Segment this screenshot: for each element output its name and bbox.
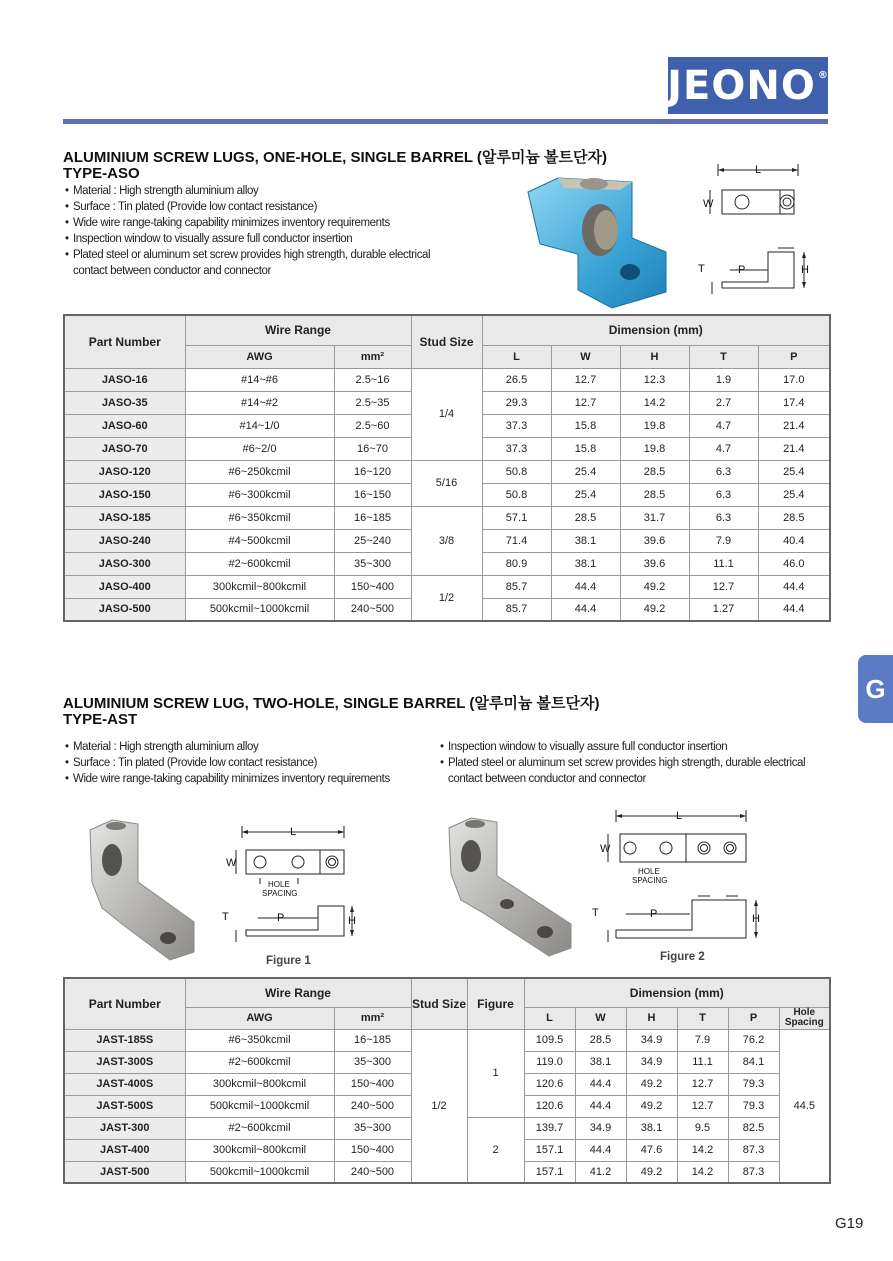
dim-H: 49.2 [626,1095,677,1117]
ast-fig2-W: W [600,843,611,855]
dim-W: 12.7 [551,368,620,391]
brand-logo [668,57,828,114]
ast-fig1-T: T [222,911,229,923]
aso-diagram-L: L [755,164,762,176]
ast-fig1-W: W [226,857,237,869]
aso-header-L: L [482,345,551,368]
aso-feature: • Surface : Tin plated (Provide low contact resistance) [63,199,453,215]
ast-spec-table [63,977,831,1184]
mm2: 16~185 [334,506,411,529]
stud-size: 5/16 [411,460,482,506]
aso-type: TYPE-ASO [63,165,140,182]
dim-P: 76.2 [728,1029,779,1051]
dim-P: 44.4 [758,575,830,598]
ast-figure1-photo [82,812,202,962]
dim-H: 49.2 [620,575,689,598]
dim-W: 38.1 [551,529,620,552]
aso-header-part-number: Part Number [64,315,185,368]
part-number: JASO-35 [64,391,185,414]
stud-size: 1/2 [411,575,482,621]
dim-H: 49.2 [626,1073,677,1095]
awg: #6~250kcmil [185,460,334,483]
ast-header-dimension: Dimension (mm) [524,978,830,1007]
part-number: JAST-400 [64,1139,185,1161]
dim-T: 14.2 [677,1161,728,1183]
dim-W: 44.4 [551,575,620,598]
part-number: JAST-500S [64,1095,185,1117]
dim-T: 1.9 [689,368,758,391]
awg: #2~600kcmil [185,1117,334,1139]
ast-header-T: T [677,1007,728,1029]
figure2-caption: Figure 2 [660,951,705,963]
dim-L: 29.3 [482,391,551,414]
dim-W: 15.8 [551,437,620,460]
part-number: JASO-70 [64,437,185,460]
dim-P: 25.4 [758,460,830,483]
awg: #4~500kcmil [185,529,334,552]
aso-header-P: P [758,345,830,368]
dim-W: 28.5 [551,506,620,529]
dim-H: 34.9 [626,1051,677,1073]
dim-L: 50.8 [482,483,551,506]
dim-P: 17.0 [758,368,830,391]
page-number: G19 [835,1215,864,1232]
table-row [64,506,830,529]
mm2: 35~300 [334,1051,411,1073]
ast-feature: • Wide wire range-taking capability minimizes inventory requirements [63,771,433,787]
awg: #6~350kcmil [185,506,334,529]
dim-W: 34.9 [575,1117,626,1139]
ast-feature: • Plated steel or aluminum set screw provides high strength, durable electrical contact between conductor and connector [438,755,818,787]
ast-fig1-P: P [277,912,285,924]
awg: 300kcmil~800kcmil [185,1073,334,1095]
mm2: 25~240 [334,529,411,552]
dim-T: 12.7 [689,575,758,598]
mm2: 16~70 [334,437,411,460]
dim-P: 21.4 [758,414,830,437]
awg: #2~600kcmil [185,1051,334,1073]
ast-header-mm2: mm² [334,1007,411,1029]
dim-H: 47.6 [626,1139,677,1161]
dim-L: 109.5 [524,1029,575,1051]
part-number: JASO-240 [64,529,185,552]
dim-L: 85.7 [482,598,551,621]
awg: #14~#2 [185,391,334,414]
dim-L: 71.4 [482,529,551,552]
part-number: JASO-120 [64,460,185,483]
dim-T: 9.5 [677,1117,728,1139]
mm2: 2.5~35 [334,391,411,414]
dim-H: 19.8 [620,437,689,460]
hole-spacing: 44.5 [779,1029,830,1183]
table-row [64,1029,830,1051]
stud-size: 1/4 [411,368,482,460]
header-rule [63,119,828,124]
dim-H: 28.5 [620,483,689,506]
awg: 300kcmil~800kcmil [185,1139,334,1161]
ast-feature: • Inspection window to visually assure full conductor insertion [438,739,818,755]
dim-T: 4.7 [689,437,758,460]
ast-fig2-spacing: SPACING [632,876,668,885]
dim-L: 50.8 [482,460,551,483]
dim-W: 28.5 [575,1029,626,1051]
aso-header-awg: AWG [185,345,334,368]
dim-L: 80.9 [482,552,551,575]
dim-L: 157.1 [524,1161,575,1183]
aso-dimension-diagram [698,160,818,300]
mm2: 240~500 [334,1161,411,1183]
part-number: JASO-300 [64,552,185,575]
dim-T: 7.9 [689,529,758,552]
ast-header-H: H [626,1007,677,1029]
awg: 500kcmil~1000kcmil [185,598,334,621]
ast-header-figure: Figure [467,978,524,1029]
dim-L: 37.3 [482,437,551,460]
mm2: 2.5~16 [334,368,411,391]
aso-header-stud-size: Stud Size [411,315,482,368]
ast-type: TYPE-AST [63,711,138,728]
ast-feature-list-right [438,739,818,787]
stud-size: 3/8 [411,506,482,575]
dim-T: 6.3 [689,483,758,506]
dim-H: 19.8 [620,414,689,437]
part-number: JAST-500 [64,1161,185,1183]
dim-W: 41.2 [575,1161,626,1183]
aso-diagram-P: P [738,264,746,276]
dim-T: 2.7 [689,391,758,414]
ast-header-part-number: Part Number [64,978,185,1029]
dim-L: 119.0 [524,1051,575,1073]
ast-figure2-photo [445,812,575,957]
awg: 300kcmil~800kcmil [185,575,334,598]
ast-header-L: L [524,1007,575,1029]
dim-W: 44.4 [575,1095,626,1117]
ast-fig2-T: T [592,907,599,919]
dim-T: 6.3 [689,460,758,483]
ast-fig2-hole: HOLE [638,867,660,876]
dim-W: 38.1 [575,1051,626,1073]
aso-header-T: T [689,345,758,368]
dim-W: 44.4 [575,1073,626,1095]
mm2: 240~500 [334,1095,411,1117]
mm2: 16~150 [334,483,411,506]
dim-H: 12.3 [620,368,689,391]
mm2: 240~500 [334,598,411,621]
part-number: JASO-16 [64,368,185,391]
dim-P: 17.4 [758,391,830,414]
dim-P: 87.3 [728,1161,779,1183]
dim-H: 39.6 [620,552,689,575]
mm2: 150~400 [334,1073,411,1095]
dim-W: 25.4 [551,483,620,506]
table-row [64,368,830,391]
aso-feature: • Material : High strength aluminium alloy [63,183,453,199]
dim-W: 44.4 [551,598,620,621]
dim-W: 44.4 [575,1139,626,1161]
part-number: JAST-185S [64,1029,185,1051]
dim-P: 44.4 [758,598,830,621]
figure1-caption: Figure 1 [266,955,311,967]
aso-diagram-H: H [801,264,809,276]
ast-header-wire-range: Wire Range [185,978,411,1007]
aso-header-wire-range: Wire Range [185,315,411,345]
awg: #6~350kcmil [185,1029,334,1051]
dim-T: 6.3 [689,506,758,529]
mm2: 16~120 [334,460,411,483]
dim-L: 26.5 [482,368,551,391]
aso-diagram-T: T [698,263,705,275]
section-tab-g[interactable] [858,655,893,723]
ast-fig1-hole: HOLE [268,880,290,889]
brand-logo-text: JEONO [667,62,816,109]
dim-L: 120.6 [524,1073,575,1095]
part-number: JAST-300S [64,1051,185,1073]
dim-P: 79.3 [728,1073,779,1095]
ast-header-P: P [728,1007,779,1029]
dim-T: 7.9 [677,1029,728,1051]
ast-fig2-L: L [676,810,683,822]
dim-W: 25.4 [551,460,620,483]
part-number: JAST-400S [64,1073,185,1095]
ast-fig2-H: H [752,913,760,925]
mm2: 150~400 [334,1139,411,1161]
ast-feature: • Surface : Tin plated (Provide low contact resistance) [63,755,433,771]
part-number: JAST-300 [64,1117,185,1139]
part-number: JASO-60 [64,414,185,437]
part-number: JASO-185 [64,506,185,529]
awg: #6~300kcmil [185,483,334,506]
aso-spec-table [63,314,831,622]
part-number: JASO-150 [64,483,185,506]
ast-figure1-diagram [222,820,362,945]
mm2: 150~400 [334,575,411,598]
figure-number: 2 [467,1117,524,1183]
dim-W: 15.8 [551,414,620,437]
dim-L: 120.6 [524,1095,575,1117]
dim-H: 28.5 [620,460,689,483]
dim-P: 28.5 [758,506,830,529]
aso-feature-list [63,183,453,279]
dim-P: 79.3 [728,1095,779,1117]
dim-P: 21.4 [758,437,830,460]
dim-T: 12.7 [677,1095,728,1117]
dim-H: 31.7 [620,506,689,529]
dim-P: 87.3 [728,1139,779,1161]
dim-T: 11.1 [689,552,758,575]
dim-L: 37.3 [482,414,551,437]
aso-header-dimension: Dimension (mm) [482,315,830,345]
dim-T: 4.7 [689,414,758,437]
ast-feature: • Material : High strength aluminium alloy [63,739,433,755]
aso-feature: • Inspection window to visually assure full conductor insertion [63,231,453,247]
awg: #14~#6 [185,368,334,391]
dim-W: 38.1 [551,552,620,575]
aso-header-W: W [551,345,620,368]
dim-L: 85.7 [482,575,551,598]
awg: #6~2/0 [185,437,334,460]
dim-T: 12.7 [677,1073,728,1095]
mm2: 35~300 [334,1117,411,1139]
awg: #2~600kcmil [185,552,334,575]
dim-P: 46.0 [758,552,830,575]
ast-fig1-L: L [290,826,297,838]
aso-diagram-W: W [703,198,714,210]
ast-figure2-diagram [590,806,765,946]
mm2: 2.5~60 [334,414,411,437]
ast-header-W: W [575,1007,626,1029]
dim-H: 49.2 [626,1161,677,1183]
aso-lug-photo [520,160,670,310]
ast-fig1-H: H [348,915,356,927]
registered-mark: ® [817,70,829,81]
aso-feature: • Plated steel or aluminum set screw provides high strength, durable electrical contact between conductor and connector [63,247,453,279]
awg: 500kcmil~1000kcmil [185,1095,334,1117]
dim-P: 84.1 [728,1051,779,1073]
ast-feature-list-left [63,739,433,787]
figure-number: 1 [467,1029,524,1117]
part-number: JASO-500 [64,598,185,621]
aso-title: ALUMINIUM SCREW LUGS, ONE-HOLE, SINGLE BARREL (알루미늄 볼트단자) [63,149,607,166]
ast-fig1-spacing: SPACING [262,889,298,898]
dim-H: 34.9 [626,1029,677,1051]
dim-T: 11.1 [677,1051,728,1073]
dim-H: 38.1 [626,1117,677,1139]
ast-header-awg: AWG [185,1007,334,1029]
stud-size: 1/2 [411,1029,467,1183]
dim-P: 82.5 [728,1117,779,1139]
table-row [64,460,830,483]
mm2: 16~185 [334,1029,411,1051]
dim-H: 39.6 [620,529,689,552]
aso-header-H: H [620,345,689,368]
aso-header-mm2: mm² [334,345,411,368]
dim-L: 157.1 [524,1139,575,1161]
dim-T: 14.2 [677,1139,728,1161]
dim-H: 49.2 [620,598,689,621]
dim-P: 25.4 [758,483,830,506]
dim-H: 14.2 [620,391,689,414]
dim-W: 12.7 [551,391,620,414]
table-row [64,575,830,598]
ast-header-stud-size: Stud Size [411,978,467,1029]
ast-title: ALUMINIUM SCREW LUG, TWO-HOLE, SINGLE BARREL (알루미늄 볼트단자) [63,695,600,712]
dim-P: 40.4 [758,529,830,552]
dim-L: 57.1 [482,506,551,529]
mm2: 35~300 [334,552,411,575]
dim-T: 1.27 [689,598,758,621]
awg: #14~1/0 [185,414,334,437]
section-tab-label: G [865,673,886,704]
dim-L: 139.7 [524,1117,575,1139]
ast-header-hole-spacing: Hole Spacing [779,1007,830,1029]
ast-fig2-P: P [650,908,658,920]
aso-feature: • Wide wire range-taking capability minimizes inventory requirements [63,215,453,231]
part-number: JASO-400 [64,575,185,598]
awg: 500kcmil~1000kcmil [185,1161,334,1183]
